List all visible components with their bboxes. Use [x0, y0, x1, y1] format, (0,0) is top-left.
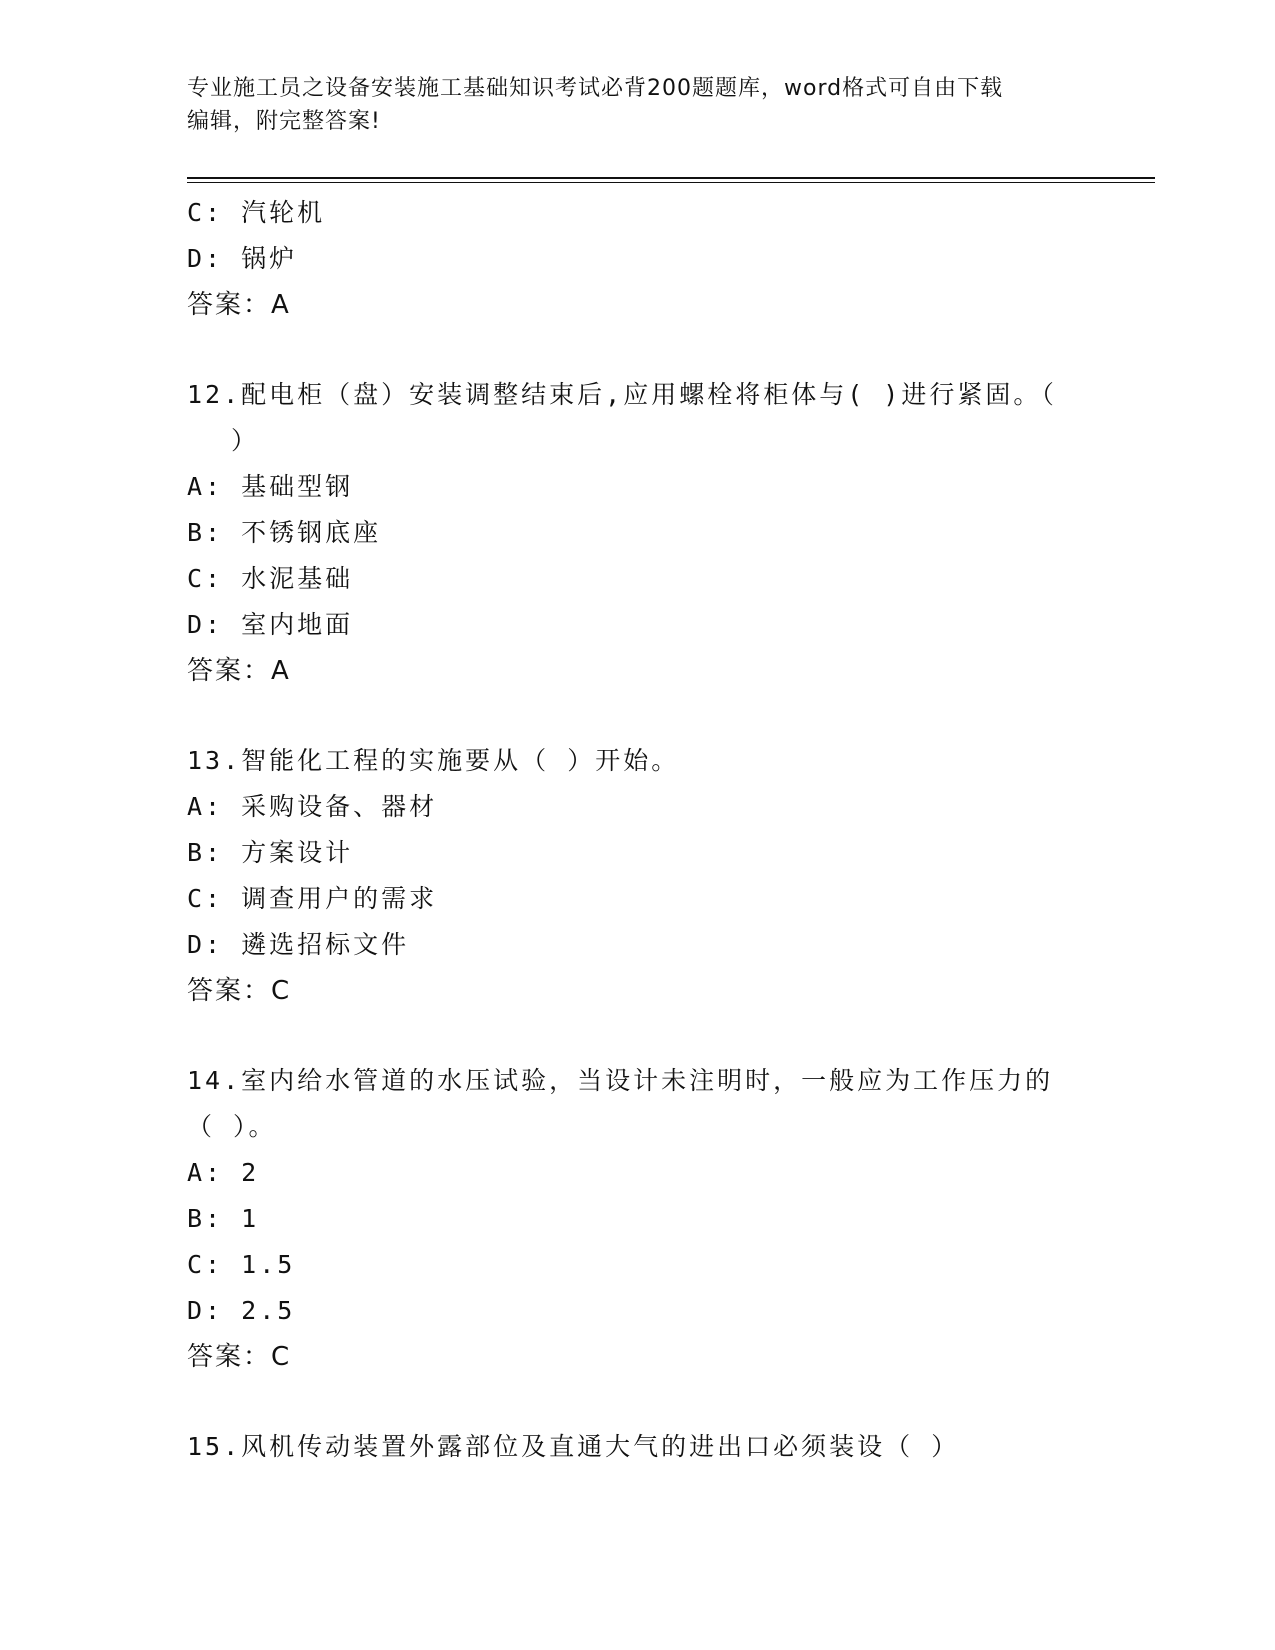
option-b: B: 不锈钢底座: [187, 518, 382, 547]
question-block-13: [187, 738, 1087, 1014]
question-list: [187, 190, 1087, 1470]
question-block-15: [187, 1424, 1087, 1470]
header-divider-thick: [187, 177, 1155, 179]
option-c: C: 1.5: [187, 1250, 296, 1279]
question-stem: 14.室内给水管道的水压试验，当设计未注明时，一般应为工作压力的: [187, 1066, 1054, 1095]
option-d: D: 锅炉: [187, 244, 298, 273]
question-stem-continuation: （ ）。: [187, 1112, 277, 1141]
question-stem-continuation: ）: [231, 426, 260, 455]
option-b: B: 1: [187, 1204, 260, 1233]
option-c: C: 汽轮机: [187, 198, 326, 227]
document-header: [187, 72, 1087, 138]
option-d: D: 遴选招标文件: [187, 930, 410, 959]
option-c: C: 水泥基础: [187, 564, 354, 593]
question-stem: 12.配电柜（盘）安装调整结束后,应用螺栓将柜体与( )进行紧固。（: [187, 380, 1057, 409]
option-b: B: 方案设计: [187, 838, 354, 867]
question-stem: 15.风机传动装置外露部位及直通大气的进出口必须装设（ ）: [187, 1432, 960, 1461]
question-stem: 13.智能化工程的实施要从（ ）开始。: [187, 746, 680, 775]
question-block-12: [187, 372, 1087, 694]
option-a: A: 2: [187, 1158, 260, 1187]
question-block-14: [187, 1058, 1087, 1380]
option-a: A: 采购设备、器材: [187, 792, 438, 821]
question-block-carryover: [187, 190, 1087, 328]
header-divider-thin: [187, 182, 1155, 183]
answer-line: 答案：A: [187, 290, 291, 320]
answer-line: 答案：C: [187, 1342, 292, 1372]
option-a: A: 基础型钢: [187, 472, 354, 501]
answer-line: 答案：A: [187, 656, 291, 686]
header-title-line-2: 编辑，附完整答案!: [187, 109, 381, 134]
answer-line: 答案：C: [187, 976, 292, 1006]
option-c: C: 调查用户的需求: [187, 884, 438, 913]
option-d: D: 2.5: [187, 1296, 296, 1325]
option-d: D: 室内地面: [187, 610, 354, 639]
header-title-line-1: 专业施工员之设备安装施工基础知识考试必背200题题库，word格式可自由下载: [187, 76, 1004, 101]
